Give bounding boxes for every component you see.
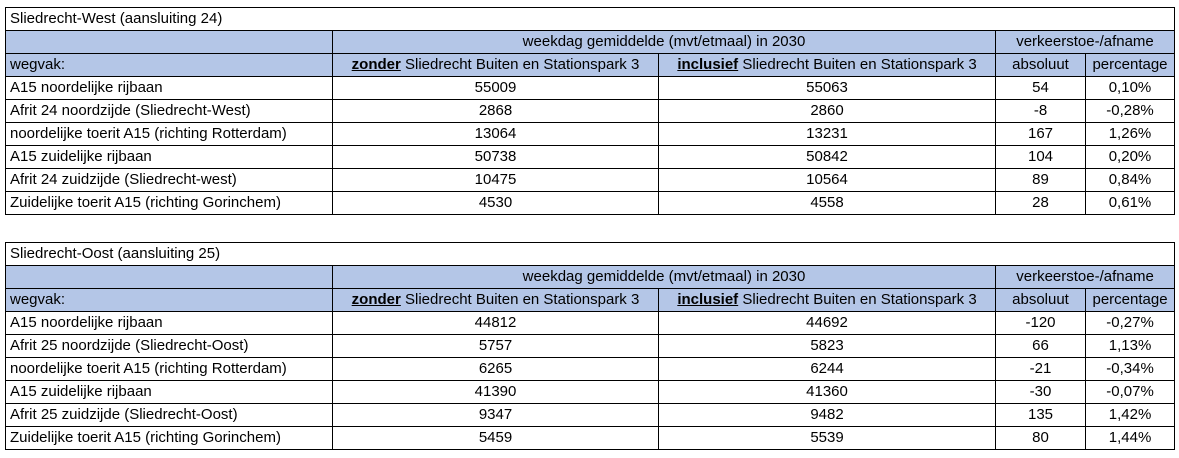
cell-absoluut: -21 bbox=[996, 358, 1086, 381]
col-header-absolute: absoluut bbox=[996, 289, 1086, 312]
cell-zonder: 6265 bbox=[333, 358, 659, 381]
table-row bbox=[6, 427, 1175, 450]
keyword-without: zonder bbox=[351, 291, 401, 308]
cell-percentage: 1,42% bbox=[1086, 404, 1175, 427]
cell-percentage: -0,27% bbox=[1086, 312, 1175, 335]
cell-percentage: 0,84% bbox=[1086, 169, 1175, 192]
cell-percentage: -0,07% bbox=[1086, 381, 1175, 404]
cell-percentage: 1,26% bbox=[1086, 123, 1175, 146]
cell-zonder: 13064 bbox=[333, 123, 659, 146]
cell-inclusief: 5539 bbox=[659, 427, 996, 450]
cell-wegvak: Zuidelijke toerit A15 (richting Gorinchem) bbox=[6, 192, 333, 215]
cell-zonder: 50738 bbox=[333, 146, 659, 169]
cell-zonder: 2868 bbox=[333, 100, 659, 123]
col-header-without-text: Sliedrecht Buiten en Stationspark 3 bbox=[400, 56, 640, 73]
col-header-without-text: Sliedrecht Buiten en Stationspark 3 bbox=[400, 291, 640, 308]
table-row bbox=[6, 312, 1175, 335]
cell-wegvak: A15 zuidelijke rijbaan bbox=[6, 381, 333, 404]
cell-absoluut: 167 bbox=[996, 123, 1086, 146]
table-row bbox=[6, 358, 1175, 381]
cell-absoluut: 28 bbox=[996, 192, 1086, 215]
cell-zonder: 9347 bbox=[333, 404, 659, 427]
cell-wegvak: Zuidelijke toerit A15 (richting Gorinchem) bbox=[6, 427, 333, 450]
cell-percentage: -0,28% bbox=[1086, 100, 1175, 123]
cell-wegvak: Afrit 24 noordzijde (Sliedrecht-West) bbox=[6, 100, 333, 123]
cell-zonder: 4530 bbox=[333, 192, 659, 215]
table-row bbox=[6, 381, 1175, 404]
col-header-with-text: Sliedrecht Buiten en Stationspark 3 bbox=[738, 291, 977, 308]
cell-wegvak: A15 noordelijke rijbaan bbox=[6, 312, 333, 335]
table-title: Sliedrecht-West (aansluiting 24) bbox=[6, 8, 1175, 31]
cell-zonder: 5459 bbox=[333, 427, 659, 450]
cell-zonder: 55009 bbox=[333, 77, 659, 100]
col-header-percentage: percentage bbox=[1086, 289, 1175, 312]
cell-inclusief: 50842 bbox=[659, 146, 996, 169]
cell-wegvak: noordelijke toerit A15 (richting Rotterdam) bbox=[6, 123, 333, 146]
cell-percentage: 1,13% bbox=[1086, 335, 1175, 358]
col-header-with bbox=[659, 289, 996, 312]
cell-absoluut: 135 bbox=[996, 404, 1086, 427]
traffic-table-west bbox=[5, 7, 1175, 215]
col-header-with bbox=[659, 54, 996, 77]
cell-absoluut: 104 bbox=[996, 146, 1086, 169]
header-blank bbox=[6, 266, 333, 289]
group-header: weekdag gemiddelde (mvt/etmaal) in 2030 bbox=[333, 266, 996, 289]
cell-inclusief: 5823 bbox=[659, 335, 996, 358]
cell-absoluut: -120 bbox=[996, 312, 1086, 335]
cell-wegvak: Afrit 25 zuidzijde (Sliedrecht-Oost) bbox=[6, 404, 333, 427]
col-header-without bbox=[333, 289, 659, 312]
table-row bbox=[6, 335, 1175, 358]
keyword-with: inclusief bbox=[677, 291, 739, 308]
change-header: verkeerstoe-/afname bbox=[996, 266, 1175, 289]
table-row bbox=[6, 100, 1175, 123]
cell-inclusief: 41360 bbox=[659, 381, 996, 404]
change-header: verkeerstoe-/afname bbox=[996, 31, 1175, 54]
row-label-header: wegvak: bbox=[6, 289, 333, 312]
cell-zonder: 41390 bbox=[333, 381, 659, 404]
col-header-without bbox=[333, 54, 659, 77]
table-row bbox=[6, 192, 1175, 215]
table-title: Sliedrecht-Oost (aansluiting 25) bbox=[6, 243, 1175, 266]
cell-wegvak: noordelijke toerit A15 (richting Rotterdam) bbox=[6, 358, 333, 381]
cell-inclusief: 6244 bbox=[659, 358, 996, 381]
cell-wegvak: Afrit 25 noordzijde (Sliedrecht-Oost) bbox=[6, 335, 333, 358]
cell-zonder: 44812 bbox=[333, 312, 659, 335]
col-header-percentage: percentage bbox=[1086, 54, 1175, 77]
header-blank bbox=[6, 31, 333, 54]
cell-absoluut: 66 bbox=[996, 335, 1086, 358]
cell-inclusief: 9482 bbox=[659, 404, 996, 427]
cell-absoluut: -30 bbox=[996, 381, 1086, 404]
cell-inclusief: 2860 bbox=[659, 100, 996, 123]
cell-wegvak: A15 noordelijke rijbaan bbox=[6, 77, 333, 100]
cell-inclusief: 4558 bbox=[659, 192, 996, 215]
cell-inclusief: 44692 bbox=[659, 312, 996, 335]
cell-percentage: -0,34% bbox=[1086, 358, 1175, 381]
table-row bbox=[6, 123, 1175, 146]
keyword-without: zonder bbox=[351, 56, 401, 73]
cell-zonder: 5757 bbox=[333, 335, 659, 358]
cell-inclusief: 13231 bbox=[659, 123, 996, 146]
group-header: weekdag gemiddelde (mvt/etmaal) in 2030 bbox=[333, 31, 996, 54]
table-row bbox=[6, 404, 1175, 427]
col-header-absolute: absoluut bbox=[996, 54, 1086, 77]
col-header-with-text: Sliedrecht Buiten en Stationspark 3 bbox=[738, 56, 977, 73]
cell-absoluut: 89 bbox=[996, 169, 1086, 192]
cell-percentage: 1,44% bbox=[1086, 427, 1175, 450]
cell-absoluut: 54 bbox=[996, 77, 1086, 100]
traffic-table-east bbox=[5, 242, 1175, 450]
table-row bbox=[6, 77, 1175, 100]
cell-zonder: 10475 bbox=[333, 169, 659, 192]
cell-wegvak: A15 zuidelijke rijbaan bbox=[6, 146, 333, 169]
cell-absoluut: 80 bbox=[996, 427, 1086, 450]
row-label-header: wegvak: bbox=[6, 54, 333, 77]
cell-percentage: 0,10% bbox=[1086, 77, 1175, 100]
cell-percentage: 0,20% bbox=[1086, 146, 1175, 169]
cell-inclusief: 55063 bbox=[659, 77, 996, 100]
cell-absoluut: -8 bbox=[996, 100, 1086, 123]
cell-wegvak: Afrit 24 zuidzijde (Sliedrecht-west) bbox=[6, 169, 333, 192]
table-row bbox=[6, 169, 1175, 192]
cell-inclusief: 10564 bbox=[659, 169, 996, 192]
keyword-with: inclusief bbox=[677, 56, 739, 73]
table-row bbox=[6, 146, 1175, 169]
cell-percentage: 0,61% bbox=[1086, 192, 1175, 215]
